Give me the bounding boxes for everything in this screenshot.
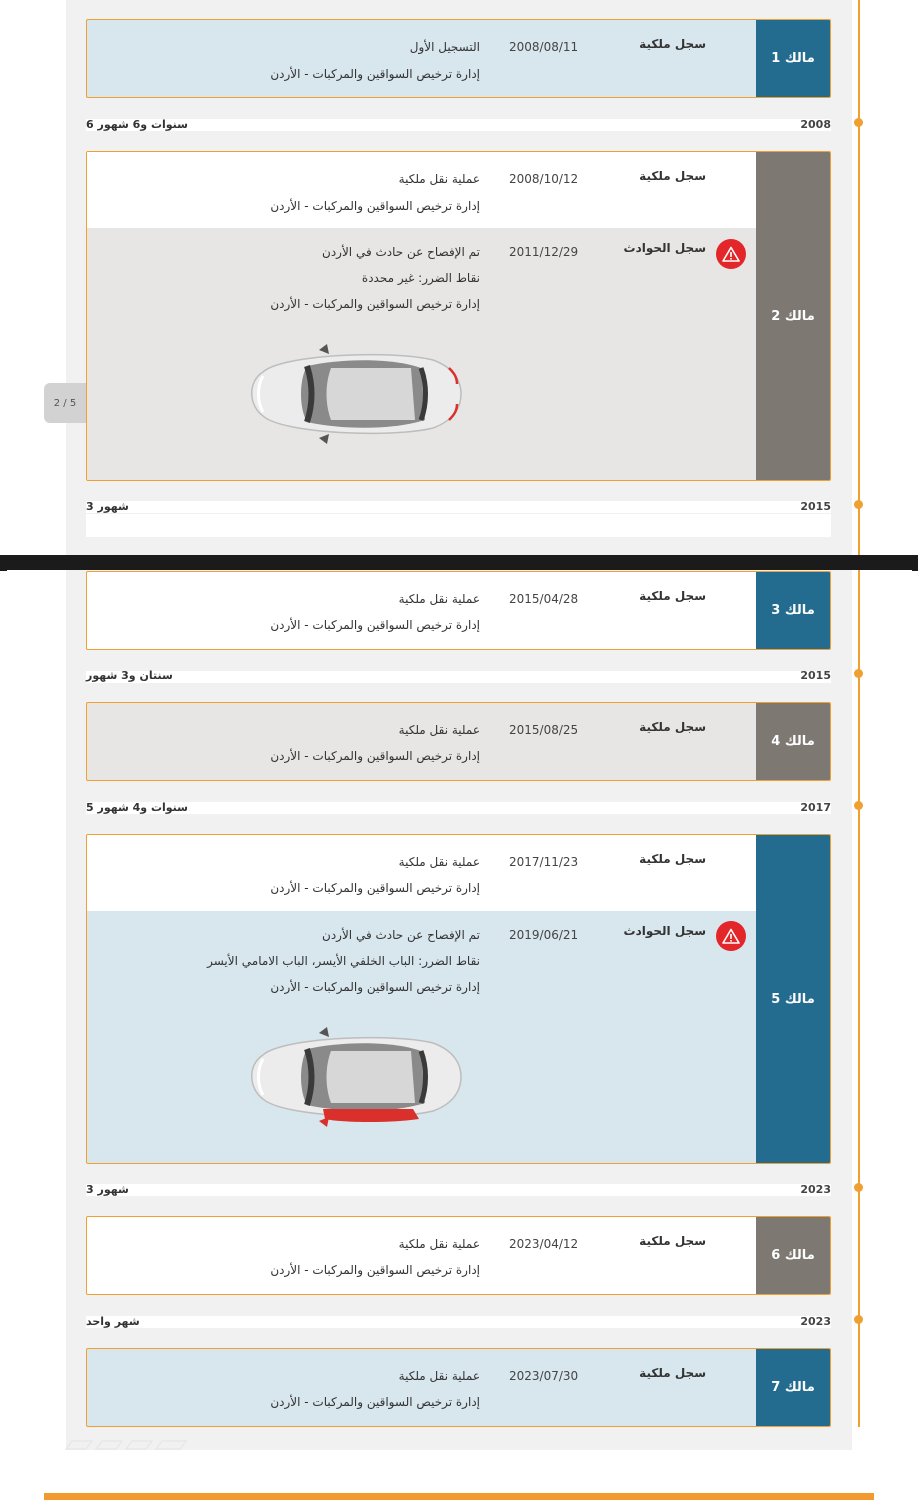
ownership-duration: سنتان و3 شهور [86, 669, 173, 682]
owner-card-2[interactable] [86, 151, 831, 481]
history-panel-bottom [7, 570, 912, 1500]
ownership-duration: 5 سنوات و4 شهور [86, 801, 188, 814]
watermark-logo [62, 1440, 192, 1450]
record-date: 2019/06/21 [509, 928, 579, 942]
record-date: 2023/07/30 [509, 1369, 579, 1383]
timeline-dot [854, 801, 863, 810]
record-line: إدارة ترخيص السواقين والمركبات - الأردن [270, 618, 480, 632]
timeline-year: 2008 [800, 118, 831, 131]
record-line: إدارة ترخيص السواقين والمركبات - الأردن [270, 881, 480, 895]
record-type: سجل ملكية [639, 169, 706, 183]
record-row [87, 1349, 756, 1427]
record-type: سجل ملكية [639, 37, 706, 51]
warning-triangle-icon [716, 921, 746, 951]
footer-accent-bar [44, 1493, 874, 1500]
record-date: 2008/10/12 [509, 172, 579, 186]
record-line: عملية نقل ملكية [398, 592, 480, 606]
record-line: إدارة ترخيص السواقين والمركبات - الأردن [270, 1263, 480, 1277]
record-row [87, 835, 756, 911]
history-panel-top [7, 0, 912, 556]
page-indicator: 2 / 5 [44, 383, 86, 423]
record-date: 2008/08/11 [509, 40, 579, 54]
record-line: التسجيل الأول [409, 40, 480, 54]
owner-label: مالك 6 [756, 1217, 830, 1294]
timeline-year: 2023 [800, 1315, 831, 1328]
record-line: عملية نقل ملكية [398, 172, 480, 186]
record-line: نقاط الضرر: الباب الخلفي الأيسر، الباب الامامي الأيسر [207, 954, 480, 968]
owner-label: مالك 3 [756, 572, 830, 649]
timeline-line [858, 570, 860, 1427]
owner-card-1[interactable] [86, 19, 831, 98]
record-type: سجل ملكية [639, 589, 706, 603]
record-type: سجل ملكية [639, 1366, 706, 1380]
record-line: تم الإفصاح عن حادث في الأردن [322, 245, 480, 259]
record-type: سجل ملكية [639, 720, 706, 734]
record-line: إدارة ترخيص السواقين والمركبات - الأردن [270, 67, 480, 81]
owner-card-4[interactable] [86, 702, 831, 781]
owner-label: مالك 7 [756, 1349, 830, 1426]
owner-card-7[interactable] [86, 1348, 831, 1427]
record-line: إدارة ترخيص السواقين والمركبات - الأردن [270, 199, 480, 213]
duration-separator [86, 1184, 831, 1196]
ownership-duration: 3 شهور [86, 1183, 129, 1196]
record-line: إدارة ترخيص السواقين والمركبات - الأردن [270, 749, 480, 763]
duration-separator [86, 119, 831, 131]
car-top-view-icon [243, 344, 463, 444]
left-edge [0, 0, 7, 1500]
timeline-dot [854, 500, 863, 509]
timeline-dot [854, 1315, 863, 1324]
warning-triangle-icon [716, 239, 746, 269]
record-row [87, 20, 756, 98]
timeline-dot [854, 1183, 863, 1192]
record-line: عملية نقل ملكية [398, 855, 480, 869]
accident-row [87, 228, 756, 481]
accident-row [87, 911, 756, 1164]
record-row [87, 703, 756, 781]
timeline-year: 2015 [800, 669, 831, 682]
record-line: تم الإفصاح عن حادث في الأردن [322, 928, 480, 942]
damage-left-doors [323, 1109, 419, 1122]
timeline-dot [854, 118, 863, 127]
timeline-year: 2023 [800, 1183, 831, 1196]
ownership-duration: 3 شهور [86, 500, 129, 513]
timeline-year: 2015 [800, 500, 831, 513]
owner-label: مالك 5 [756, 835, 830, 1163]
record-line: إدارة ترخيص السواقين والمركبات - الأردن [270, 297, 480, 311]
duration-separator [86, 671, 831, 683]
record-line: عملية نقل ملكية [398, 1369, 480, 1383]
timeline-dot [854, 669, 863, 678]
record-date: 2015/04/28 [509, 592, 579, 606]
record-line: عملية نقل ملكية [398, 1237, 480, 1251]
record-type: سجل ملكية [639, 1234, 706, 1248]
record-line: إدارة ترخيص السواقين والمركبات - الأردن [270, 980, 480, 994]
record-type: سجل الحوادث [623, 924, 706, 938]
record-date: 2023/04/12 [509, 1237, 579, 1251]
record-row [87, 1217, 756, 1295]
record-date: 2015/08/25 [509, 723, 579, 737]
spacer [86, 514, 831, 537]
owner-card-6[interactable] [86, 1216, 831, 1295]
duration-separator [86, 501, 831, 513]
duration-separator [86, 802, 831, 814]
duration-separator [86, 1316, 831, 1328]
owner-label: مالك 1 [756, 20, 830, 97]
owner-label: مالك 2 [756, 152, 830, 480]
screenshot-divider [0, 555, 918, 571]
timeline-line [858, 0, 860, 556]
owner-label: مالك 4 [756, 703, 830, 780]
car-top-view-icon [243, 1027, 463, 1127]
record-line: نقاط الضرر: غير محددة [361, 271, 480, 285]
record-row [87, 152, 756, 228]
record-line: إدارة ترخيص السواقين والمركبات - الأردن [270, 1395, 480, 1409]
record-date: 2017/11/23 [509, 855, 579, 869]
record-date: 2011/12/29 [509, 245, 579, 259]
timeline-year: 2017 [800, 801, 831, 814]
record-type: سجل ملكية [639, 852, 706, 866]
owner-card-3[interactable] [86, 571, 831, 650]
ownership-duration: 6 سنوات و6 شهور [86, 118, 188, 131]
ownership-duration: شهر واحد [86, 1315, 140, 1328]
record-line: عملية نقل ملكية [398, 723, 480, 737]
owner-card-5[interactable] [86, 834, 831, 1164]
record-type: سجل الحوادث [623, 241, 706, 255]
record-row [87, 572, 756, 650]
